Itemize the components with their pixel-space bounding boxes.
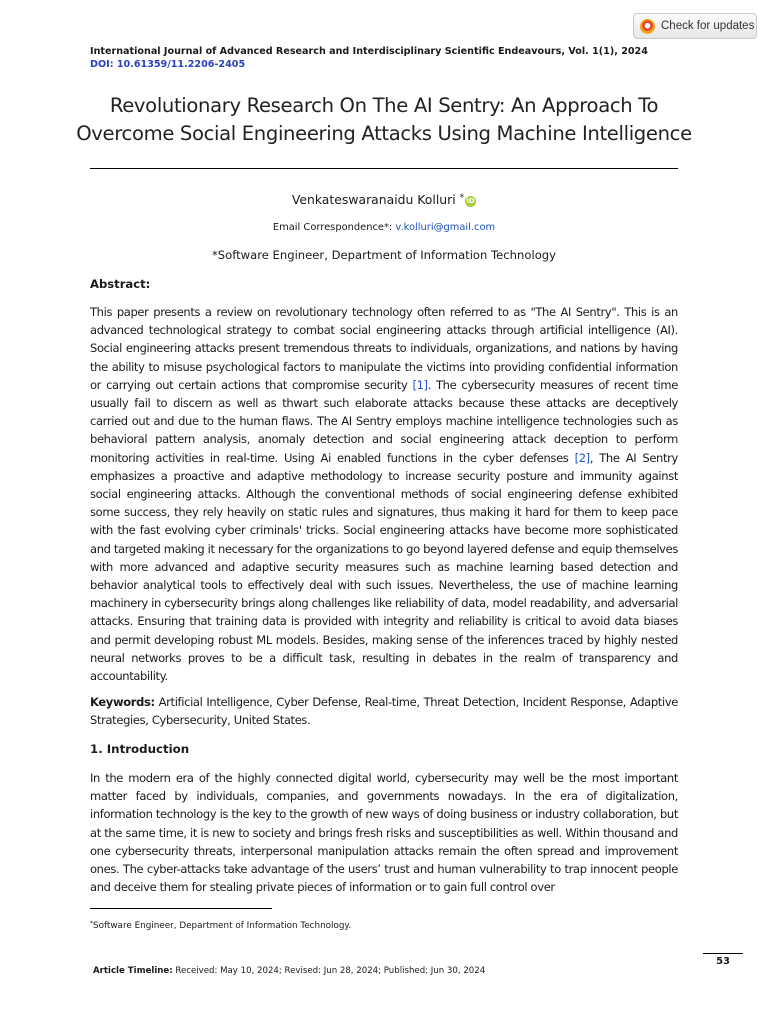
- title-divider: [90, 168, 678, 169]
- footnote: [90, 918, 351, 932]
- journal-citation: International Journal of Advanced Research and Interdisciplinary Scientific Endeavours, Vol. 1(1), 2024: [90, 46, 648, 57]
- title-line-2: Overcome Social Engineering Attacks Using Machine Intelligence: [76, 122, 692, 145]
- introduction-heading: 1. Introduction: [90, 742, 190, 756]
- affiliation: *Software Engineer, Department of Information Technology: [211, 248, 557, 262]
- check-for-updates-label: Check for updates: [661, 20, 755, 32]
- footnote-divider: [90, 908, 272, 909]
- timeline-text: Received: May 10, 2024; Revised: Jun 28, 2024; Published: Jun 30, 2024: [172, 966, 486, 976]
- email-correspondence: [90, 221, 678, 235]
- abstract-text-1: This paper presents a review on revolutionary technology often referred to as "The AI Sentry". This is an advanced technological strategy to combat social engineering attacks through artificial intelligence (AI). Social engineering attacks present tremendous threats to individuals, organizations, and nations by having the ability to misuse psychological factors to manipulate the victims into providing confidential information or carrying out certain actions that compromise security: [90, 305, 678, 392]
- abstract-text-3: , The AI Sentry emphasizes a proactive and adaptive methodology to increase security posture and immunity against social engineering attacks. Although the conventional methods of social engineering defense exhibited some success, they rely heavily on static rules and signatures, thus making it hard for them to keep pace with the fast evolving cyber criminals' tricks. Social engineering attacks have become more sophisticated and targeted making it necessary for the organizations to go beyond layered defense and equip themselves with more advanced and adaptive security measures such as machine learning based detection and behavior analytical tools to effectively deal with such issues. Nevertheless, the use of machine learning machinery in cybersecurity brings along challenges like reliability of data, model readability, and adversarial attacks. Ensuring that training data is provided with integrity and reliability is critical to avoid data biases and permit developing robust ML models. Besides, making sense of the inferences traced by highly nested neural networks proves to be a difficult task, resulting in debates in the realm of transparency and accountability.: [90, 450, 678, 684]
- keywords: [90, 693, 678, 729]
- introduction-body: In the modern era of the highly connected digital world, cybersecurity may well be the most important matter faced by individuals, companies, and governments nowadays. In the era of digitalization, information technology is the key to the growth of new ways of doing business or industry collaboration, but at the same time, it is new to society and brings fresh risks and susceptibilities as well. Within thousand and one cybersecurity threats, interpersonal manipulation attacks remain the often spread and improvement ones. The cyber-attacks take advantage of the users’ trust and human vulnerability to trap innocent people and deceive them for stealing private pieces of information or to gain full control over: [90, 771, 678, 895]
- author-name: Venkateswaranaidu Kolluri: [291, 192, 456, 207]
- author-line: [90, 189, 678, 209]
- title-line-1: Revolutionary Research On The AI Sentry: An Approach To: [109, 94, 659, 117]
- journal-header: [90, 45, 690, 71]
- abstract-body: [90, 303, 678, 685]
- check-for-updates-button[interactable]: [633, 13, 757, 39]
- abstract-text-2: . The cybersecurity measures of recent time usually fail to discern as well as thwart such elaborate attacks because these attacks are deceptively carried out and due to the human flaws. The AI Sentry employs machine intelligence technologies such as behavioral pattern analysis, anomaly detection and social engineering attack deception to perform monitoring activities in real-time. Using Ai enabled functions in the cyber defenses: [90, 377, 678, 465]
- crossmark-icon: [640, 19, 655, 34]
- abstract-heading: Abstract:: [90, 277, 151, 291]
- orcid-icon[interactable]: iD: [466, 197, 475, 205]
- page-number: 53: [716, 956, 730, 967]
- paper-title: [60, 92, 708, 148]
- author-marker: *: [459, 193, 465, 203]
- keywords-text: Artificial Intelligence, Cyber Defense, Real-time, Threat Detection, Incident Response, Adaptive Strategies, Cybersecurity, United States.: [90, 695, 678, 728]
- citation-link-2[interactable]: [2]: [574, 450, 590, 465]
- email-label: Email Correspondence*:: [272, 222, 396, 233]
- timeline-label: Article Timeline:: [93, 966, 173, 976]
- doi-link[interactable]: DOI: 10.61359/11.2206-2405: [90, 59, 246, 70]
- page-number-divider: [703, 953, 743, 954]
- footnote-marker: *: [90, 920, 93, 927]
- footnote-text: Software Engineer, Department of Information Technology.: [93, 921, 352, 931]
- keywords-label: Keywords:: [90, 695, 155, 709]
- article-timeline: [93, 965, 485, 977]
- citation-link-1[interactable]: [1]: [412, 377, 428, 392]
- email-link[interactable]: v.kolluri@gmail.com: [395, 222, 496, 233]
